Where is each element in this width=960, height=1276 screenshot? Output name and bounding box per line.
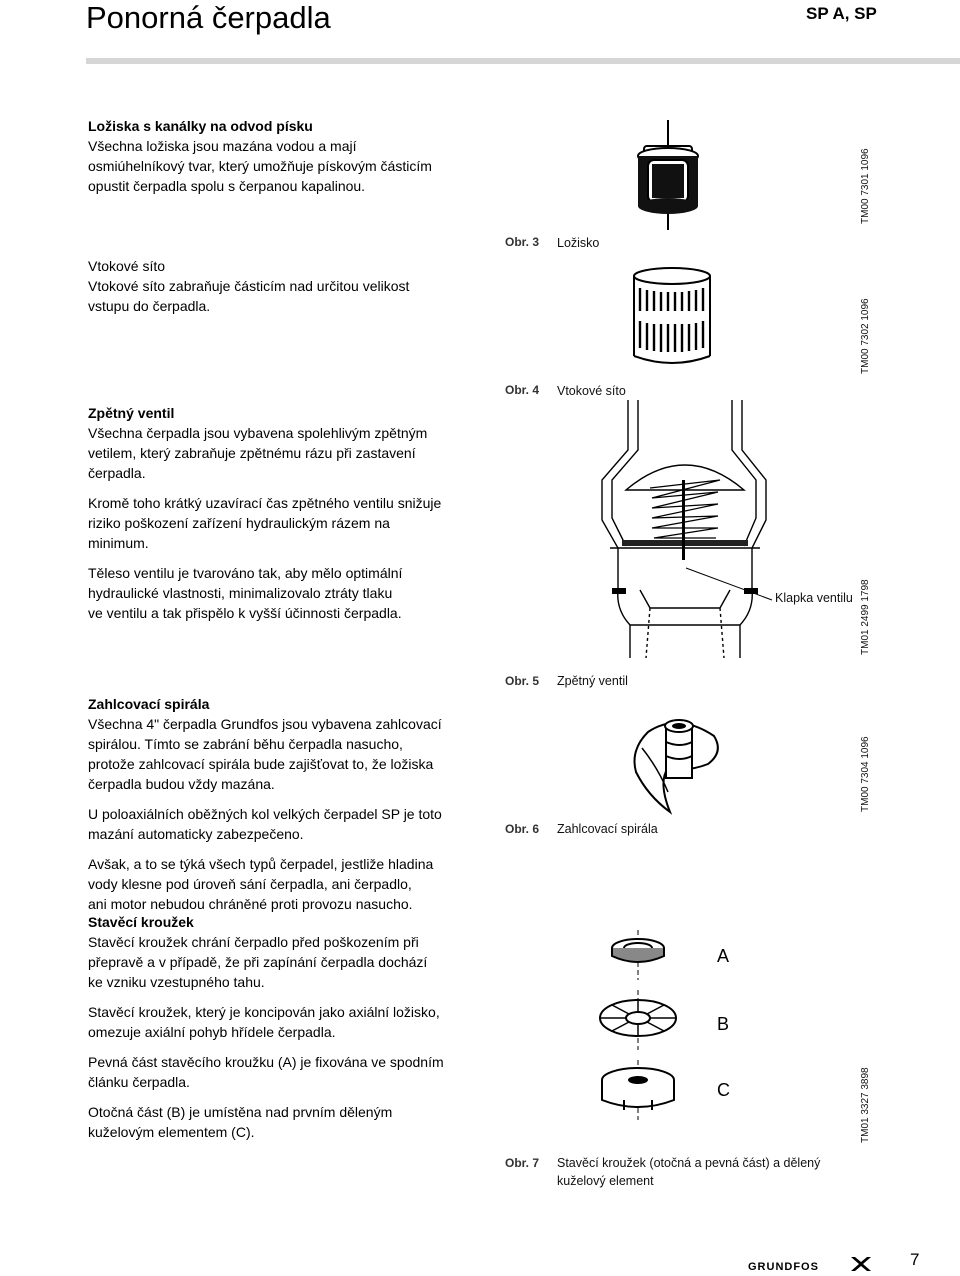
product-code: SP A, SP [806, 4, 877, 23]
upthrust-line: omezuje axiální pohyb hřídele čerpadla. [88, 1024, 336, 1040]
brand-name: GRUNDFOS [748, 1261, 819, 1273]
letter-a: A [717, 946, 730, 966]
valve-flap-label: Klapka ventilu [775, 591, 853, 605]
priming-line: vody klesne pod úroveň sání čerpadla, ani čerpadlo, [88, 876, 412, 892]
figure-number: Obr. 7 [505, 1156, 540, 1170]
figure-number: Obr. 6 [505, 822, 540, 836]
screen-line: Vtokové síto zabraňuje částicím nad určitou velikost [88, 278, 410, 294]
valve-line: hydraulické vlastnosti, minimalizovalo ztráty tlaku [88, 585, 393, 601]
letter-b: B [717, 1014, 730, 1034]
figure-number: Obr. 4 [505, 383, 540, 397]
valve-line: čerpadla. [88, 465, 146, 481]
upthrust-line: Pevná část stavěcího kroužku (A) je fixována ve spodním [88, 1054, 444, 1070]
priming-spiral-icon [628, 712, 728, 816]
bearings-line: osmiúhelníkový tvar, který umožňuje pískovým částicím [88, 158, 432, 174]
section-upthrust [88, 912, 498, 1142]
heading-bearings: Ložiska s kanálky na odvod písku [88, 118, 313, 134]
section-screen [88, 256, 488, 316]
bearing-icon [628, 120, 708, 230]
figure-code: TM00 7302 1096 [860, 298, 871, 374]
heading-valve: Zpětný ventil [88, 405, 175, 421]
inlet-screen-icon [630, 266, 714, 370]
valve-line: vetilem, který zabraňuje zpětnému rázu při zastavení [88, 445, 416, 461]
valve-line: ve ventilu a tak přispělo k vyšší účinnosti čerpadla. [88, 605, 402, 621]
figure-code: TM01 2499 1798 [860, 579, 871, 655]
figure-number: Obr. 5 [505, 674, 540, 688]
upthrust-ring-icon [596, 930, 686, 1120]
grundfos-logo-icon [850, 1256, 872, 1272]
upthrust-line: Stavěcí kroužek chrání čerpadlo před poškozením při [88, 934, 419, 950]
priming-line: čerpadla budou vždy mazána. [88, 776, 275, 792]
valve-line: minimum. [88, 535, 149, 551]
figure-caption: Zpětný ventil [557, 674, 628, 688]
upthrust-line: Stavěcí kroužek, který je koncipován jako axiální ložisko, [88, 1004, 440, 1020]
priming-line: Avšak, a to se týká všech typů čerpadel, jestliže hladina [88, 856, 434, 872]
valve-line: Těleso ventilu je tvarováno tak, aby mělo optimální [88, 565, 403, 581]
upthrust-line: Otočná část (B) je umístěna nad prvním děleným [88, 1104, 393, 1120]
figure-caption: Ložisko [557, 236, 600, 250]
priming-line: spirálou. Tímto se zabrání běhu čerpadla nasucho, [88, 736, 403, 752]
header-rule [86, 58, 960, 64]
upthrust-line: článku čerpadla. [88, 1074, 190, 1090]
priming-line: mazání automaticky zabezpečeno. [88, 826, 304, 842]
figure-caption: Vtokové síto [557, 384, 626, 398]
heading-screen: Vtokové síto [88, 258, 166, 274]
figure-number: Obr. 3 [505, 235, 540, 249]
priming-line: U poloaxiálních oběžných kol velkých čerpadel SP je toto [88, 806, 442, 822]
heading-priming: Zahlcovací spirála [88, 696, 210, 712]
letter-c: C [717, 1080, 730, 1100]
section-priming [88, 694, 498, 914]
check-valve-icon [590, 400, 770, 660]
valve-line: Kromě toho krátký uzavírací čas zpětného ventilu snižuje [88, 495, 442, 511]
figure-caption [557, 1154, 857, 1190]
priming-line: ani motor nebudou chráněné proti provozu nasucho. [88, 896, 413, 912]
section-valve [88, 403, 498, 623]
heading-upthrust: Stavěcí kroužek [88, 914, 194, 930]
figure-code: TM00 7304 1096 [860, 736, 871, 812]
screen-line: vstupu do čerpadla. [88, 298, 211, 314]
figure-code: TM01 3327 3898 [860, 1067, 871, 1143]
section-bearings [88, 116, 488, 196]
upthrust-line: ke vzniku vzestupného tahu. [88, 974, 265, 990]
priming-line: protože zahlcovací spirála bude zajišťovat to, že ložiska [88, 756, 434, 772]
caption-line: kuželový element [557, 1174, 654, 1188]
valve-line: riziko poškození zařízení hydraulickým rázem na [88, 515, 390, 531]
figure-caption: Zahlcovací spirála [557, 822, 658, 836]
page-number: 7 [910, 1250, 920, 1269]
bearings-line: Všechna ložiska jsou mazána vodou a mají [88, 138, 357, 154]
figure-code: TM00 7301 1096 [860, 148, 871, 224]
valve-line: Všechna čerpadla jsou vybavena spolehlivým zpětným [88, 425, 428, 441]
caption-line: Stavěcí kroužek (otočná a pevná část) a dělený [557, 1156, 821, 1170]
upthrust-line: přepravě a v případě, že při zapínání čerpadla dochází [88, 954, 428, 970]
bearings-line: opustit čerpadla spolu s čerpanou kapalinou. [88, 178, 366, 194]
priming-line: Všechna 4" čerpadla Grundfos jsou vybavena zahlcovací [88, 716, 442, 732]
upthrust-line: kuželovým elementem (C). [88, 1124, 255, 1140]
page-title: Ponorná čerpadla [86, 0, 331, 35]
